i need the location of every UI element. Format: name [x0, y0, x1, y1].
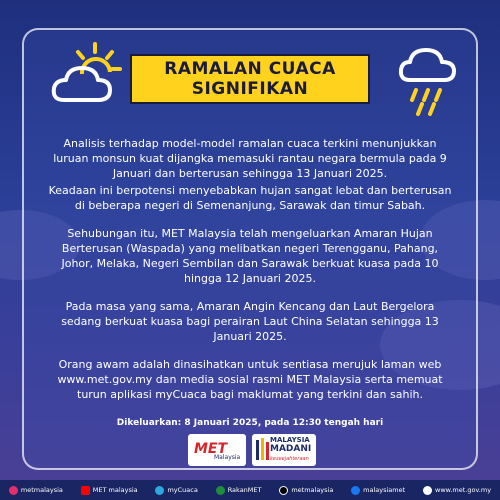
footer-item-youtube[interactable]: MET malaysia	[81, 486, 138, 495]
title-line-1: RAMALAN CUACA	[164, 59, 336, 79]
issued-date: Dikeluarkan: 8 Januari 2025, pada 12:30 tengah hari	[116, 418, 384, 428]
youtube-icon	[81, 486, 90, 495]
paragraph: Pada masa yang sama, Amaran Angin Kencang dan Laut Bergelora sedang berkuat kuasa bagi perairan Laut China Selatan sehingga 13 Januari 2025.	[61, 300, 439, 343]
instagram-icon	[9, 486, 18, 495]
madani-line-3: keseejahteraan	[270, 456, 309, 462]
rain-cloud-icon	[398, 48, 458, 118]
met-malaysia-logo	[188, 434, 246, 466]
footer-item-rakanmet[interactable]: RakanMET	[216, 486, 262, 495]
footer-item-instagram[interactable]: metmalaysia	[9, 486, 63, 495]
facebook-icon	[351, 486, 360, 495]
footer-item-website[interactable]: www.met.gov.my	[423, 486, 491, 495]
logo-row	[0, 432, 500, 468]
sun-cloud-icon	[50, 42, 130, 112]
mycuaca-icon	[155, 486, 164, 495]
rakanmet-icon	[216, 486, 225, 495]
x-icon	[279, 486, 288, 495]
footer-item-mycuaca[interactable]: myCuaca	[155, 486, 197, 495]
social-footer	[0, 480, 500, 500]
footer-item-facebook[interactable]: malaysiamet	[351, 486, 405, 495]
paragraph: Analisis terhadap model-model ramalan cuaca terkini menunjukkan luruan monsun kuat dijangka memasuki rantau negara bermula pada 9 Januari dan berterusan sehingga 13 Januari 2025.	[53, 137, 447, 180]
paragraph: Orang awam adalah dinasihatkan untuk sentiasa merujuk laman web www.met.gov.my dan media sosial rasmi MET Malaysia serta memuat turun aplikasi myCuaca bagi maklumat yang terkini dan sahih.	[57, 358, 443, 401]
madani-emblem-icon	[254, 436, 270, 464]
paragraph: Keadaan ini berpotensi menyebabkan hujan sangat lebat dan berterusan di beberapa negeri di Semenanjung, Sarawak dan timur Sabah.	[48, 184, 452, 212]
title-banner	[130, 54, 370, 104]
announcement-body	[46, 136, 454, 415]
paragraph: Sehubungan itu, MET Malaysia telah mengeluarkan Amaran Hujan Berterusan (Waspada) yang melibatkan negeri Terengganu, Pahang, Johor, Melaka, Negeri Sembilan dan Sarawak berkuat kuasa pada 10 hingga 12 Januari 2025.	[61, 227, 439, 285]
title-line-2: SIGNIFIKAN	[191, 79, 309, 99]
malaysia-madani-logo	[252, 434, 316, 466]
madani-line-2: MADANI	[270, 444, 312, 454]
met-logo-text: MET	[194, 441, 228, 457]
globe-icon	[423, 486, 432, 495]
met-logo-subtext: Malaysia	[214, 454, 241, 461]
madani-line-1: MALAYSIA	[270, 436, 310, 444]
footer-item-x[interactable]: metmalaysia	[279, 486, 333, 495]
